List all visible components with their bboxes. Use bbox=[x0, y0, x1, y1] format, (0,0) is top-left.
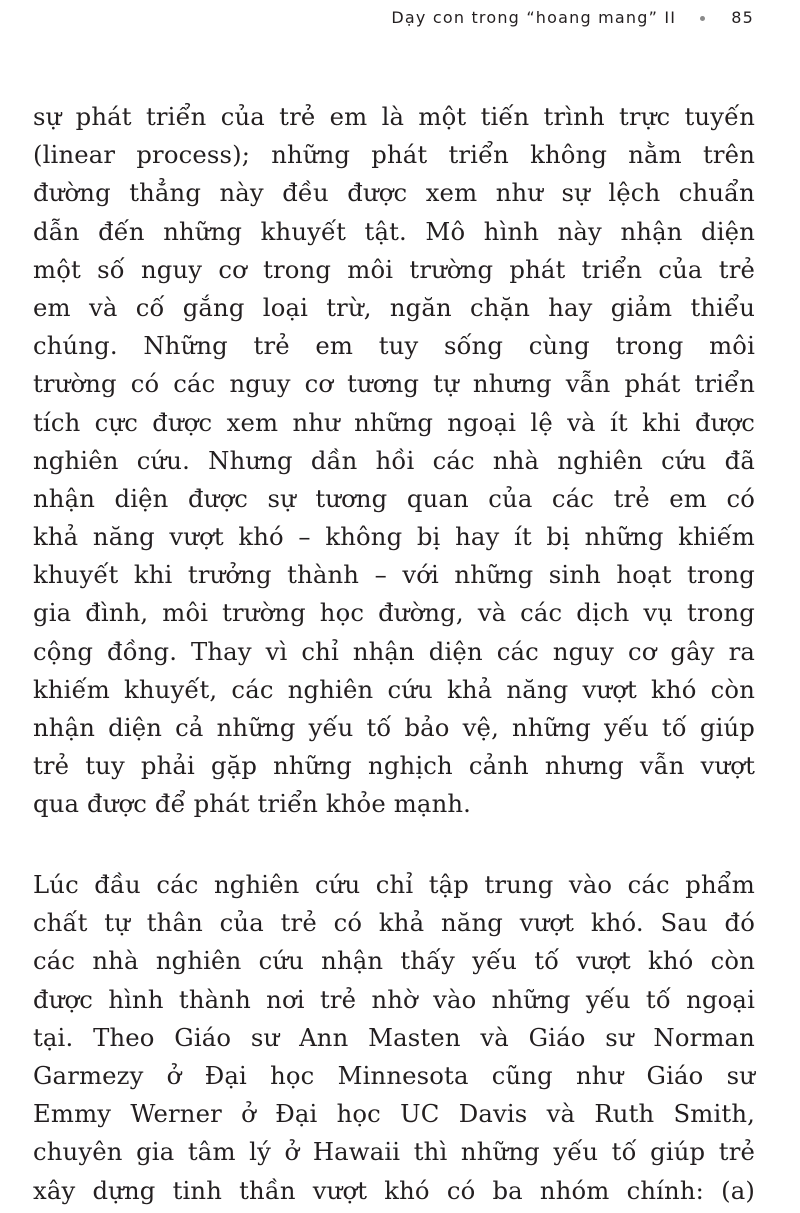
text-line: khả năng vượt khó – không bị hay ít bị những khiếm bbox=[33, 522, 755, 552]
text-line: em và cố gắng loại trừ, ngăn chặn hay giảm thiểu bbox=[33, 292, 755, 322]
text-line: nhận diện cả những yếu tố bảo vệ, những yếu tố giúp bbox=[33, 713, 755, 742]
text-line: nhận diện được sự tương quan của các trẻ em có bbox=[33, 483, 755, 513]
text-line: trẻ tuy phải gặp những nghịch cảnh nhưng vẫn vượt bbox=[33, 751, 755, 781]
text-line: sự phát triển của trẻ em là một tiến trình trực tuyến bbox=[33, 102, 755, 131]
page-number: 85 bbox=[731, 8, 754, 27]
text-line: qua được để phát triển khỏe mạnh. bbox=[33, 789, 472, 819]
text-line: các nhà nghiên cứu nhận thấy yếu tố vượt khó còn bbox=[33, 946, 755, 976]
text-line: xây dựng tinh thần vượt khó có ba nhóm chính: (a) bbox=[33, 1175, 755, 1205]
paragraph-1 bbox=[33, 98, 755, 824]
text-line: cộng đồng. Thay vì chỉ nhận diện các nguy cơ gây ra bbox=[33, 636, 755, 666]
text-line: dẫn đến những khuyết tật. Mô hình này nhận diện bbox=[33, 216, 755, 246]
text-line: Emmy Werner ở Đại học UC Davis và Ruth Smith, bbox=[33, 1099, 755, 1129]
text-line: chúng. Những trẻ em tuy sống cùng trong môi bbox=[33, 331, 755, 361]
text-line: (linear process); những phát triển không nằm trên bbox=[33, 140, 755, 170]
text-line: được hình thành nơi trẻ nhờ vào những yếu tố ngoại bbox=[33, 984, 755, 1014]
paragraph-2 bbox=[33, 866, 755, 1210]
text-line: chất tự thân của trẻ có khả năng vượt khó. Sau đó bbox=[33, 908, 755, 938]
chapter-title: Dạy con trong “hoang mang” II bbox=[391, 8, 677, 27]
text-line: khiếm khuyết, các nghiên cứu khả năng vượt khó còn bbox=[33, 674, 755, 704]
text-line: nghiên cứu. Nhưng dần hồi các nhà nghiên cứu đã bbox=[33, 445, 755, 475]
text-line: Garmezy ở Đại học Minnesota cũng như Giáo sư bbox=[33, 1060, 755, 1090]
text-line: tại. Theo Giáo sư Ann Masten và Giáo sư Norman bbox=[33, 1022, 755, 1052]
text-line: trường có các nguy cơ tương tự nhưng vẫn phát triển bbox=[33, 369, 755, 399]
text-line: gia đình, môi trường học đường, và các dịch vụ trong bbox=[33, 598, 755, 628]
text-line: chuyên gia tâm lý ở Hawaii thì những yếu tố giúp trẻ bbox=[33, 1137, 755, 1167]
text-line: một số nguy cơ trong môi trường phát triển của trẻ bbox=[33, 254, 755, 284]
running-header bbox=[391, 8, 754, 27]
bullet-separator-icon bbox=[700, 16, 705, 21]
text-line: đường thẳng này đều được xem như sự lệch chuẩn bbox=[33, 178, 755, 208]
text-line: tích cực được xem như những ngoại lệ và ít khi được bbox=[33, 407, 755, 437]
text-line: Lúc đầu các nghiên cứu chỉ tập trung vào các phẩm bbox=[33, 870, 755, 899]
text-line: khuyết khi trưởng thành – với những sinh hoạt trong bbox=[33, 560, 755, 590]
